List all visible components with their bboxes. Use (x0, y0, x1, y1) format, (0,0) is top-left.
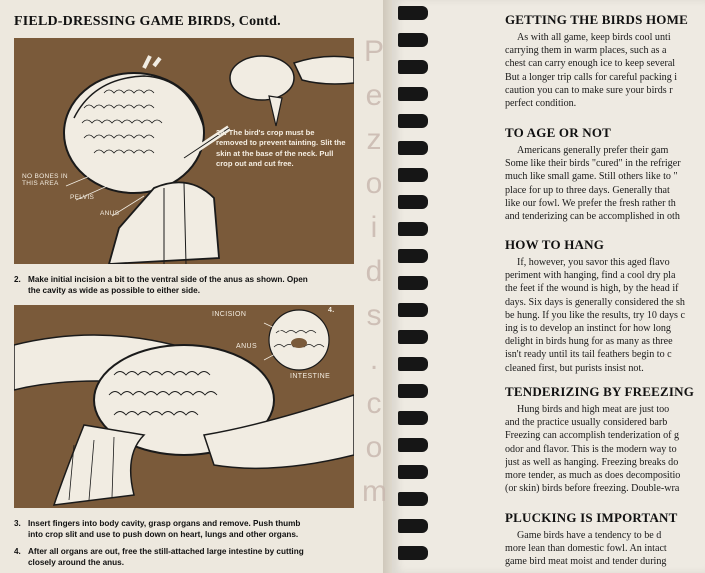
body-line: odor and flavor. This is the modern way to (505, 443, 677, 455)
body-line: As with all game, keep birds cool unti (517, 32, 671, 43)
watermark-letter: m (362, 475, 387, 508)
binding-ring (398, 222, 428, 236)
body-line: But a longer trip calls for careful packing i (505, 71, 678, 83)
body-line: chest can carry enough ice to keep several (505, 58, 676, 70)
section-body (505, 403, 705, 495)
watermark-letter: e (365, 79, 383, 112)
label-no-bones-2: THIS AREA (22, 180, 59, 187)
caption-step-3 (14, 518, 374, 540)
binding-ring (398, 249, 428, 263)
body-line: perfect condition. (505, 98, 577, 110)
label-incision: INCISION (212, 311, 247, 318)
section-heading: PLUCKING IS IMPORTANT (505, 510, 678, 525)
binding-ring (398, 276, 428, 290)
watermark-letter: i (370, 211, 378, 244)
section-body (505, 144, 705, 223)
bird-organs-illustration (14, 305, 354, 508)
binding-ring (398, 303, 428, 317)
label-anus-2: ANUS (236, 343, 258, 350)
binding-ring (398, 492, 428, 506)
binding-ring (398, 60, 428, 74)
body-line: delight in birds hung for as many as three (505, 336, 673, 348)
watermark-letter: o (365, 167, 383, 200)
section-to-age-or-not (505, 125, 705, 223)
step-number: 3. (14, 519, 21, 528)
binding-ring (398, 438, 428, 452)
caption-line: into crop slit and use to push down on heart, lungs and other organs. (28, 530, 299, 539)
section-heading: TO AGE OR NOT (505, 125, 612, 140)
body-line: (or skin) birds before freezing. Double-wra (505, 483, 680, 495)
body-line: just as well as hanging. Freezing breaks do (505, 456, 679, 468)
section-body (505, 256, 705, 375)
body-line: place for up to three days. Generally that (505, 184, 670, 196)
watermark-letter: o (365, 431, 383, 464)
caption-line: the cavity as wide as possible to either side. (28, 286, 201, 295)
section-how-to-hang (505, 237, 705, 375)
caption-line: Insert fingers into body cavity, grasp organs and remove. Push thumb (28, 519, 301, 528)
body-line: Hung birds and high meat are just too (517, 404, 670, 415)
body-line: like our fowl. We prefer the fresh rather th (505, 197, 676, 209)
spiral-binding (398, 0, 432, 573)
illustration-panel-crop (14, 38, 354, 264)
label-intestine: INTESTINE (290, 373, 331, 380)
section-plucking-is-important (505, 510, 705, 569)
section-body (505, 529, 705, 569)
illustration-panel-organs (14, 305, 354, 508)
body-line: much like small game. Still others like to " (505, 171, 678, 183)
crop-inset-caption: 2a. The bird's crop must be removed to prevent tainting. Slit the skin at the base of the neck. Pull crop out and cut free. (216, 128, 346, 169)
binding-ring (398, 519, 428, 533)
binding-ring (398, 195, 428, 209)
body-line: and tenderizing can be accomplished in oth (505, 211, 680, 223)
binding-ring (398, 141, 428, 155)
watermark-letter: s (366, 299, 382, 332)
body-line: be hung. If you like the results, try 10 days c (505, 309, 685, 321)
binding-ring (398, 357, 428, 371)
body-line: carrying them in warm places, such as a (505, 45, 667, 57)
caption-step-2 (14, 274, 374, 296)
body-line: ing is to develop an instinct for how long (505, 323, 671, 335)
binding-ring (398, 168, 428, 182)
page-title: FIELD-DRESSING GAME BIRDS, Contd. (14, 14, 281, 29)
binding-ring (398, 411, 428, 425)
binding-ring (398, 384, 428, 398)
binding-ring (398, 6, 428, 20)
caption-step-4 (14, 546, 374, 568)
binding-ring (398, 114, 428, 128)
section-tenderizing-by-freezing (505, 384, 705, 495)
binding-ring (398, 87, 428, 101)
inset-number: 4. (328, 307, 335, 314)
caption-line: closely around the anus. (28, 558, 124, 567)
body-line: Freezing can accomplish tenderization of g (505, 430, 680, 442)
right-page (392, 0, 705, 573)
section-heading: TENDERIZING BY FREEZING (505, 384, 695, 399)
section-heading: HOW TO HANG (505, 237, 605, 252)
caption-line: Make initial incision a bit to the ventral side of the anus as shown. Open (28, 275, 308, 284)
body-line: If, however, you savor this aged flavo (517, 257, 670, 268)
body-line: more lean than domestic fowl. An intact (505, 543, 667, 555)
body-line: Americans generally prefer their gam (517, 145, 669, 156)
binding-ring (398, 330, 428, 344)
watermark-letter: z (366, 123, 382, 156)
binding-ring (398, 465, 428, 479)
watermark-letter: d (365, 255, 383, 288)
label-anus: ANUS (100, 210, 120, 217)
body-line: and the practice usually considered barb (505, 417, 668, 429)
body-line: game bird meat moist and tender during (505, 556, 667, 568)
body-line: periment with hanging, find a cool dry pla (505, 270, 676, 282)
label-no-bones-1: NO BONES IN (22, 173, 68, 180)
body-line: cleaned first, but purists insist not. (505, 362, 644, 374)
label-pelvis: PELVIS (70, 194, 95, 201)
section-heading: GETTING THE BIRDS HOME (505, 12, 688, 27)
watermark-letter: c (366, 387, 382, 420)
body-line: Some like their birds "cured" in the refriger (505, 158, 681, 170)
watermark (362, 30, 386, 514)
body-line: more tender, as much as does decompositio (505, 470, 681, 482)
body-line: Game birds have a tendency to be d (517, 530, 662, 541)
binding-ring (398, 33, 428, 47)
body-line: isn't ready until its tail feathers begin to c (505, 349, 672, 361)
section-body (505, 31, 705, 110)
body-line: the feet if the wound is high, by the head if (505, 283, 679, 295)
binding-ring (398, 546, 428, 560)
step-number: 4. (14, 547, 21, 556)
step-number: 2. (14, 275, 21, 284)
section-getting-birds-home (505, 12, 705, 110)
body-line: days. Six days is generally considered the sh (505, 296, 685, 308)
watermark-letter: P (363, 35, 384, 68)
body-line: caution you can to make sure your birds r (505, 84, 673, 96)
caption-line: After all organs are out, free the still-attached large intestine by cutting (28, 547, 304, 556)
watermark-letter: . (369, 343, 379, 376)
